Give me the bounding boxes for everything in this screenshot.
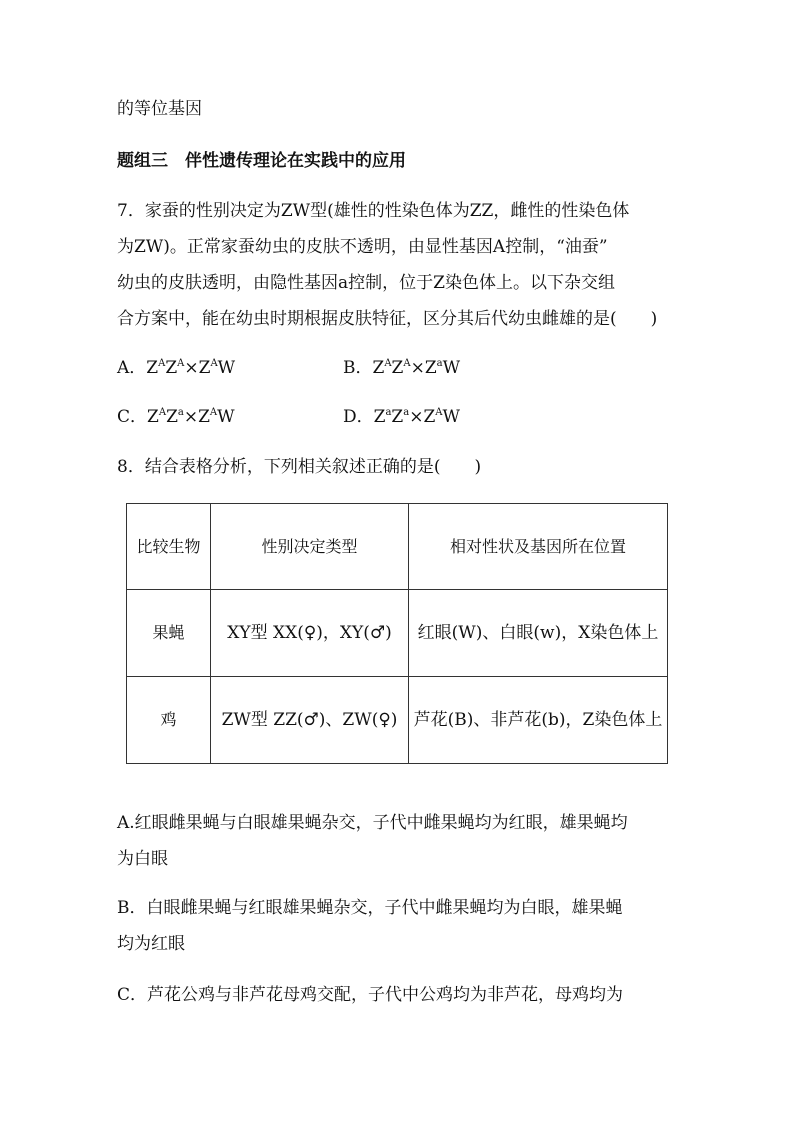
- table-header-cell: 相对性状及基因所在位置: [409, 504, 668, 590]
- q7-option-c[interactable]: C．$Z^AZ^a\times Z^AW$: [117, 407, 235, 427]
- q8-option-b-line[interactable]: B．白眼雌果蝇与红眼雄果蝇杂交，子代中雌果蝇均为白眼，雄果蝇: [117, 898, 623, 918]
- table-cell: 果蝇: [127, 590, 211, 677]
- comparison-table: [126, 503, 668, 764]
- q7-option-b[interactable]: B．$Z^AZ^A\times Z^aW$: [343, 358, 461, 378]
- q7-stem-line: 7．家蚕的性别决定为ZW型(雄性的性染色体为ZZ，雌性的性染色体: [117, 201, 630, 221]
- table-cell: XY型 XX(♀)，XY(♂): [211, 590, 409, 677]
- continuation-text: 的等位基因: [117, 99, 202, 119]
- q7-option-d[interactable]: D．$Z^aZ^a\times Z^AW$: [343, 407, 460, 427]
- table-header-row: [127, 504, 668, 590]
- q8-stem: 8．结合表格分析，下列相关叙述正确的是( ): [117, 457, 482, 477]
- table-header-cell: 比较生物: [127, 504, 211, 590]
- table-cell: 红眼(W)、白眼(w)，X染色体上: [409, 590, 668, 677]
- table-cell: ZW型 ZZ(♂)、ZW(♀): [211, 677, 409, 764]
- q8-option-a-line[interactable]: A.红眼雌果蝇与白眼雄果蝇杂交，子代中雌果蝇均为红眼，雄果蝇均: [117, 813, 628, 833]
- table-row: [127, 590, 668, 677]
- table-header-cell: 性别决定类型: [211, 504, 409, 590]
- table-cell: 鸡: [127, 677, 211, 764]
- q7-stem-line: 为ZW)。正常家蚕幼虫的皮肤不透明，由显性基因A控制，“油蚕”: [117, 237, 608, 257]
- table-cell: 芦花(B)、非芦花(b)，Z染色体上: [409, 677, 668, 764]
- q8-option-c-line[interactable]: C．芦花公鸡与非芦花母鸡交配，子代中公鸡均为非芦花，母鸡均为: [117, 985, 624, 1005]
- section-title: 题组三 伴性遗传理论在实践中的应用: [117, 151, 406, 171]
- q7-option-a[interactable]: A．$Z^AZ^A\times Z^AW$: [117, 358, 236, 378]
- table-row: [127, 677, 668, 764]
- q7-stem-line: 合方案中，能在幼虫时期根据皮肤特征，区分其后代幼虫雌雄的是( ): [117, 309, 658, 329]
- q8-option-b-line[interactable]: 均为红眼: [117, 934, 185, 954]
- q7-stem-line: 幼虫的皮肤透明，由隐性基因a控制，位于Z染色体上。以下杂交组: [117, 273, 615, 293]
- q8-option-a-line[interactable]: 为白眼: [117, 849, 168, 869]
